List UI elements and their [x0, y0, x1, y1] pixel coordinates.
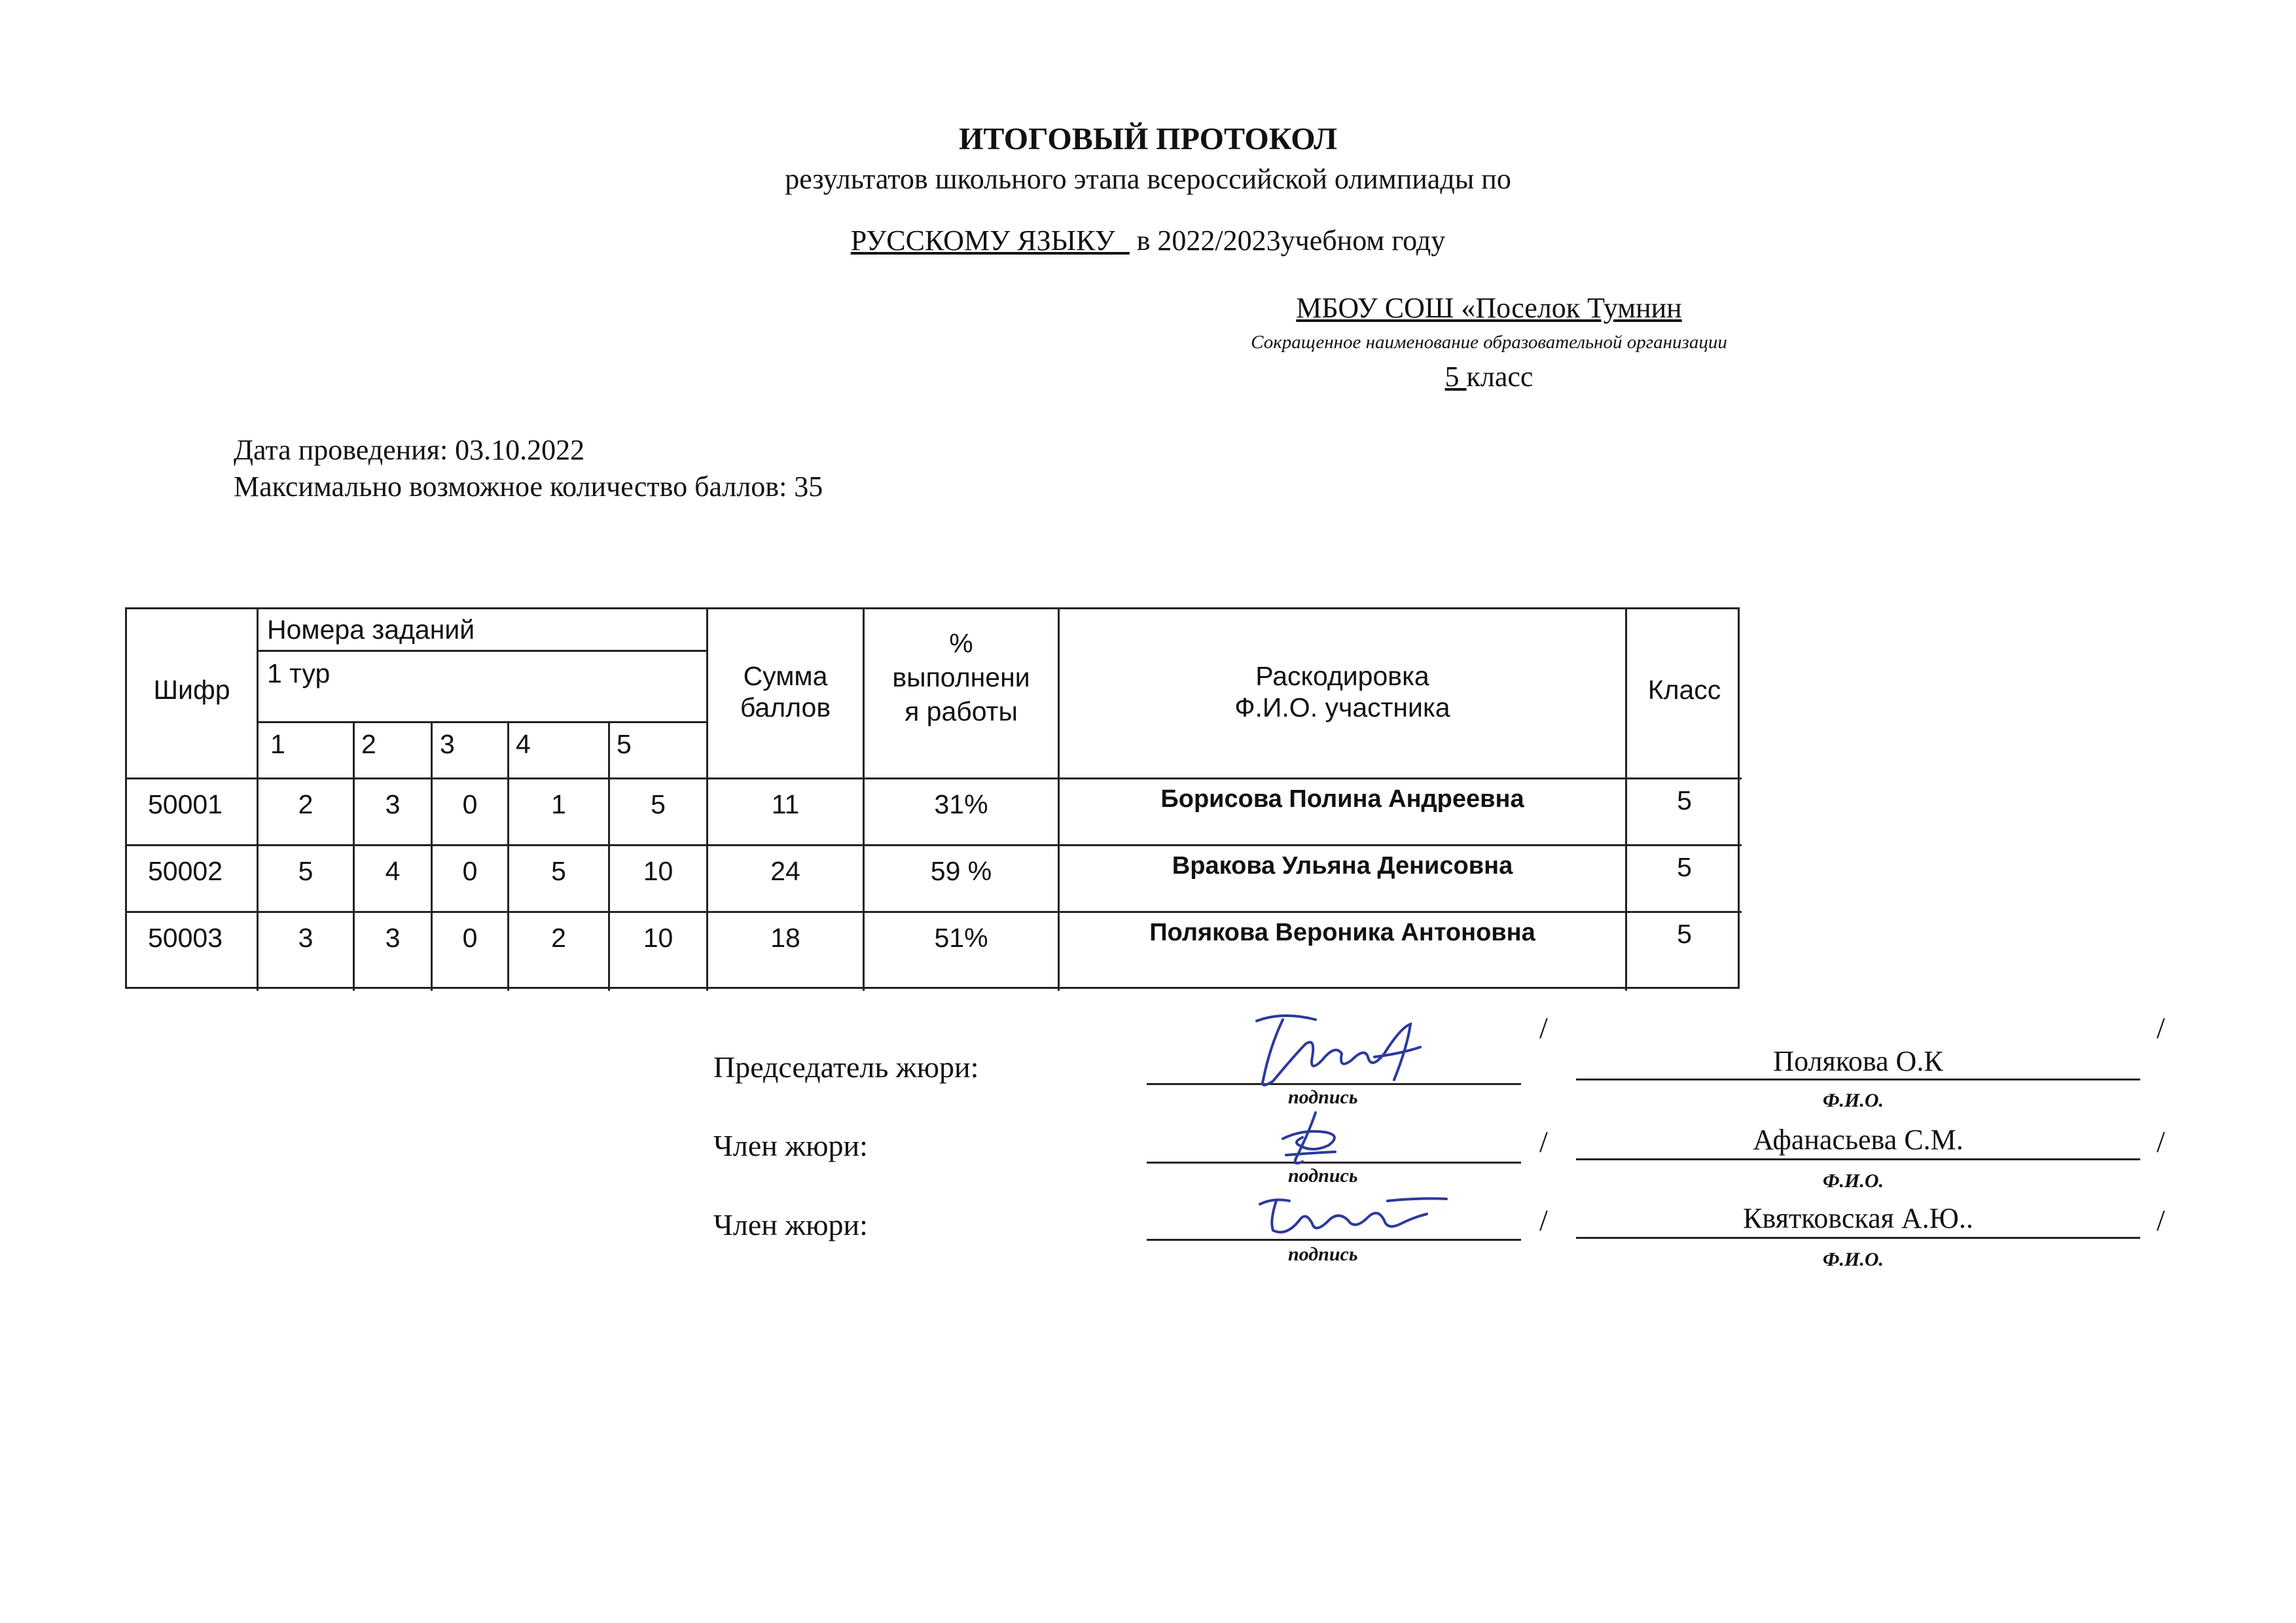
chairman-fio: Полякова О.К — [1773, 1045, 1943, 1077]
member-2-fio-line — [1576, 1237, 2140, 1239]
header-sum-line2: баллов — [740, 692, 831, 722]
header-sum-line1: Сумма — [743, 661, 828, 691]
row-percent: 59 % — [930, 856, 992, 886]
school-name: МБОУ СОШ «Поселок Тумнин — [1296, 292, 1682, 324]
row-score-3: 0 — [462, 789, 478, 819]
row-class: 5 — [1677, 785, 1692, 815]
header-task-1: 1 — [270, 729, 285, 759]
row-sum: 18 — [770, 923, 800, 953]
row-participant-name: Вракова Ульяна Денисовна — [1172, 852, 1513, 880]
row-percent: 31% — [934, 789, 988, 819]
row-score-5: 10 — [643, 923, 673, 953]
chairman-signature-caption: подпись — [1288, 1086, 1358, 1108]
separator-slash: / — [1539, 1125, 1548, 1158]
row-code: 50002 — [148, 856, 223, 886]
row-class: 5 — [1677, 852, 1692, 882]
separator-slash: / — [2157, 1125, 2165, 1158]
member-1-signature-caption: подпись — [1288, 1165, 1358, 1186]
member-1-label: Член жюри: — [713, 1129, 868, 1162]
member-2-signature-caption: подпись — [1288, 1243, 1358, 1265]
member-1-handwritten-signature — [1263, 1106, 1355, 1171]
school-caption: Сокращенное наименование образовательной организации — [1251, 332, 1727, 353]
subject-name: РУССКОМУ ЯЗЫКУ_ — [850, 224, 1130, 257]
header-percent-line2: выполнени — [892, 662, 1030, 692]
row-score-3: 0 — [462, 856, 478, 886]
row-score-5: 5 — [651, 789, 666, 819]
grade-number: 5 — [1444, 361, 1467, 393]
chairman-fio-caption: Ф.И.О. — [1823, 1090, 1884, 1111]
row-code: 50003 — [148, 923, 223, 953]
row-percent: 51% — [934, 923, 988, 953]
member-2-handwritten-signature — [1250, 1191, 1460, 1243]
row-score-1: 5 — [298, 856, 314, 886]
row-score-1: 2 — [298, 789, 314, 819]
row-sum: 24 — [770, 856, 800, 886]
header-participant — [1060, 660, 1625, 723]
row-score-1: 3 — [298, 923, 314, 953]
member-1-fio: Афанасьева С.М. — [1753, 1124, 1964, 1156]
header-participant-line2: Ф.И.О. участника — [1234, 692, 1450, 722]
header-sum — [708, 660, 863, 723]
document-subtitle: результатов школьного этапа всероссийской олимпиады по — [785, 163, 1511, 195]
row-score-4: 2 — [551, 923, 566, 953]
header-tasks: Номера заданий — [267, 615, 475, 645]
member-1-fio-caption: Ф.И.О. — [1823, 1170, 1884, 1192]
row-participant-name: Борисова Полина Андреевна — [1160, 785, 1524, 813]
separator-slash: / — [2157, 1011, 2165, 1044]
row-class: 5 — [1677, 919, 1692, 949]
header-task-2: 2 — [361, 729, 376, 759]
separator-slash: / — [1539, 1011, 1548, 1044]
member-2-label: Член жюри: — [713, 1208, 868, 1241]
max-points: Максимально возможное количество баллов: 35 — [234, 471, 823, 503]
event-date: Дата проведения: 03.10.2022 — [234, 434, 585, 466]
academic-year: в 2022/2023учебном году — [1129, 224, 1446, 257]
grade-label: класс — [1466, 361, 1534, 393]
header-participant-line1: Раскодировка — [1255, 661, 1429, 691]
header-task-4: 4 — [516, 729, 531, 759]
grade-line — [720, 360, 2258, 393]
row-score-5: 10 — [643, 856, 673, 886]
row-sum: 11 — [771, 789, 800, 819]
row-score-2: 3 — [385, 923, 401, 953]
subject-line — [0, 224, 2296, 257]
member-1-fio-line — [1576, 1158, 2140, 1160]
header-percent — [865, 626, 1058, 728]
row-code: 50001 — [148, 789, 223, 819]
header-task-3: 3 — [440, 729, 455, 759]
header-class: Класс — [1647, 675, 1721, 705]
separator-slash: / — [1539, 1204, 1548, 1237]
chairman-fio-line — [1576, 1079, 2140, 1080]
row-participant-name: Полякова Вероника Антоновна — [1149, 919, 1535, 946]
member-2-fio-caption: Ф.И.О. — [1823, 1249, 1884, 1270]
header-round: 1 тур — [267, 658, 331, 688]
row-score-4: 1 — [551, 789, 566, 819]
header-code: Шифр — [153, 675, 230, 705]
header-percent-line3: я работы — [905, 696, 1018, 726]
separator-slash: / — [2157, 1204, 2165, 1237]
chairman-label: Председатель жюри: — [713, 1050, 979, 1084]
row-score-2: 4 — [385, 856, 401, 886]
header-task-5: 5 — [617, 729, 632, 759]
results-table — [125, 607, 1740, 989]
row-score-2: 3 — [385, 789, 401, 819]
row-score-3: 0 — [462, 923, 478, 953]
chairman-handwritten-signature — [1244, 1008, 1440, 1093]
member-2-fio: Квятковская А.Ю.. — [1743, 1202, 1973, 1234]
row-score-4: 5 — [551, 856, 566, 886]
header-percent-line1: % — [949, 628, 973, 658]
document-title: ИТОГОВЫЙ ПРОТОКОЛ — [959, 122, 1337, 156]
